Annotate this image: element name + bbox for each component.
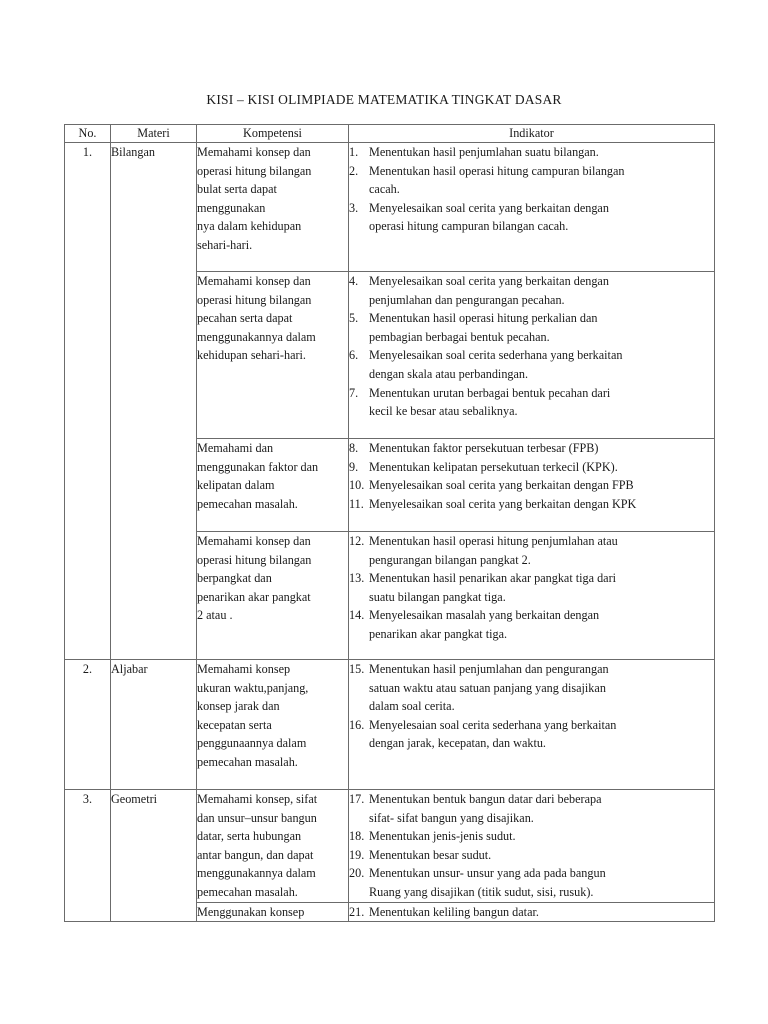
kisi-table (64, 124, 715, 922)
indikator-item (349, 790, 714, 827)
header-indikator: Indikator (349, 125, 715, 143)
kompetensi-line: Menggunakan konsep (197, 904, 305, 919)
indikator-text-line: Menentukan hasil penjumlahan dan pengurangan (369, 662, 609, 676)
indikator-number: 4. (349, 274, 359, 288)
kompetensi-line: konsep jarak dan (197, 699, 280, 714)
indikator-number: 15. (349, 662, 365, 676)
indikator-list (349, 532, 714, 644)
cell-kompetensi (197, 272, 349, 439)
indikator-number: 20. (349, 866, 365, 881)
cell-no: 2. (65, 660, 111, 790)
indikator-text-line: Menentukan keliling bangun datar. (369, 904, 539, 919)
indikator-item (349, 476, 714, 495)
indikator-text-line: Menentukan hasil penjumlahan suatu bilangan. (369, 145, 599, 159)
indikator-text-line: penjumlahan dan pengurangan pecahan. (369, 292, 565, 307)
indikator-item (349, 162, 714, 199)
table-body (65, 143, 715, 922)
indikator-text-line: Menentukan hasil operasi hitung perkalian dan (369, 311, 598, 326)
cell-indikator (349, 902, 715, 922)
indikator-text-line: pembagian berbagai bentuk pecahan. (369, 329, 550, 344)
indikator-item (349, 660, 714, 716)
indikator-number: 9. (349, 459, 359, 474)
indikator-text-line: Menyelesaikan masalah yang berkaitan dengan (369, 608, 600, 623)
table-row (65, 143, 715, 272)
indikator-item (349, 272, 714, 309)
kompetensi-line: operasi hitung bilangan (197, 163, 312, 178)
kompetensi-line: Memahami konsep dan (197, 534, 311, 548)
indikator-number: 21. (349, 904, 365, 919)
kompetensi-line: menggunakan faktor dan (197, 459, 319, 474)
indikator-item (349, 346, 714, 383)
kompetensi-line: Memahami dan (197, 441, 274, 455)
indikator-item (349, 458, 714, 477)
indikator-item (349, 903, 714, 922)
header-no: No. (65, 125, 111, 143)
document-title: KISI – KISI OLIMPIADE MATEMATIKA TINGKAT DASAR (206, 92, 562, 107)
kompetensi-line: kelipatan dalam (197, 478, 275, 493)
kompetensi-line: Memahami konsep (197, 662, 291, 676)
indikator-item (349, 569, 714, 606)
cell-indikator (349, 532, 715, 660)
kompetensi-line: pemecahan masalah. (197, 754, 298, 769)
indikator-list (349, 660, 714, 753)
kompetensi-line: ukuran waktu,panjang, (197, 680, 309, 695)
kompetensi-line: pemecahan masalah. (197, 884, 298, 899)
indikator-text-line: Menyelesaikan soal cerita yang berkaitan dengan (369, 274, 609, 288)
indikator-text-line: Menentukan faktor persekutuan terbesar (FPB) (369, 441, 599, 455)
indikator-text-line: Menentukan jenis-jenis sudut. (369, 829, 516, 844)
kompetensi-line: menggunakan (197, 200, 266, 215)
kompetensi-line: Memahami konsep, sifat (197, 792, 318, 806)
indikator-text-line: kecil ke besar atau sebaliknya. (369, 404, 518, 419)
cell-no: 3. (65, 790, 111, 922)
cell-indikator (349, 439, 715, 532)
kompetensi-line: antar bangun, dan dapat (197, 847, 314, 862)
indikator-text-line: operasi hitung campuran bilangan cacah. (369, 219, 569, 234)
indikator-number: 13. (349, 571, 365, 586)
kompetensi-line: bulat serta dapat (197, 182, 277, 197)
indikator-text-line: dalam soal cerita. (369, 699, 455, 714)
indikator-number: 6. (349, 348, 359, 363)
kompetensi-line: pecahan serta dapat (197, 311, 293, 326)
kompetensi-line: dan unsur–unsur bangun (197, 810, 317, 825)
kompetensi-line: 2 atau . (197, 608, 233, 623)
indikator-text-line: Menentukan besar sudut. (369, 847, 492, 862)
cell-materi: Bilangan (111, 143, 197, 660)
indikator-item (349, 827, 714, 846)
indikator-list (349, 272, 714, 421)
indikator-number: 3. (349, 200, 359, 215)
indikator-number: 2. (349, 163, 359, 178)
indikator-number: 10. (349, 478, 365, 493)
kompetensi-line: pemecahan masalah. (197, 496, 298, 511)
indikator-text-line: Ruang yang disajikan (titik sudut, sisi, rusuk). (369, 884, 594, 899)
indikator-text-line: Menyelesaikan soal cerita yang berkaitan dengan FPB (369, 478, 634, 493)
indikator-text-line: Menentukan unsur- unsur yang ada pada bangun (369, 866, 606, 881)
cell-materi: Geometri (111, 790, 197, 922)
cell-kompetensi (197, 439, 349, 532)
indikator-list (349, 439, 714, 513)
indikator-number: 8. (349, 441, 359, 455)
indikator-text-line: Menyelesaikan soal cerita yang berkaitan dengan KPK (369, 496, 637, 511)
kompetensi-line: datar, serta hubungan (197, 829, 302, 844)
indikator-number: 11. (349, 496, 364, 511)
indikator-item (349, 606, 714, 643)
indikator-number: 16. (349, 717, 365, 732)
header-kompetensi: Kompetensi (197, 125, 349, 143)
indikator-text-line: satuan waktu atau satuan panjang yang disajikan (369, 680, 606, 695)
indikator-text-line: Menyelesaikan soal cerita yang berkaitan dengan (369, 200, 609, 215)
indikator-item (349, 309, 714, 346)
indikator-text-line: sifat- sifat bangun yang disajikan. (369, 810, 534, 825)
indikator-text-line: penarikan akar pangkat tiga. (369, 626, 508, 641)
kompetensi-line: berpangkat dan (197, 571, 272, 586)
indikator-number: 17. (349, 792, 365, 806)
kompetensi-line: menggunakannya dalam (197, 866, 316, 881)
cell-indikator (349, 790, 715, 903)
cell-kompetensi (197, 660, 349, 790)
indikator-item (349, 495, 714, 514)
indikator-text-line: Menentukan bentuk bangun datar dari beberapa (369, 792, 602, 806)
cell-kompetensi (197, 532, 349, 660)
cell-indikator (349, 660, 715, 790)
kompetensi-line: operasi hitung bilangan (197, 552, 312, 567)
kompetensi-line: Memahami konsep dan (197, 274, 311, 288)
indikator-text-line: cacah. (369, 182, 400, 197)
indikator-number: 5. (349, 311, 359, 326)
indikator-text-line: dengan skala atau perbandingan. (369, 366, 529, 381)
indikator-list (349, 143, 714, 236)
indikator-text-line: Menentukan hasil operasi hitung penjumlahan atau (369, 534, 618, 548)
indikator-number: 19. (349, 847, 365, 862)
indikator-item (349, 846, 714, 865)
indikator-text-line: Menyelesaikan soal cerita sederhana yang berkaitan (369, 348, 623, 363)
indikator-text-line: Menentukan urutan berbagai bentuk pecahan dari (369, 385, 611, 400)
indikator-text-line: suatu bilangan pangkat tiga. (369, 589, 506, 604)
indikator-text-line: dengan jarak, kecepatan, dan waktu. (369, 736, 546, 751)
indikator-text-line: Menentukan hasil operasi hitung campuran bilangan (369, 163, 625, 178)
cell-no: 1. (65, 143, 111, 660)
indikator-item (349, 143, 714, 162)
header-materi: Materi (111, 125, 197, 143)
indikator-item (349, 864, 714, 901)
table-row (65, 660, 715, 790)
table-header-row (65, 125, 715, 143)
indikator-text-line: Menyelesaian soal cerita sederhana yang berkaitan (369, 717, 617, 732)
kompetensi-line: kecepatan serta (197, 717, 272, 732)
indikator-number: 7. (349, 385, 359, 400)
kompetensi-line: penarikan akar pangkat (197, 589, 311, 604)
indikator-item (349, 199, 714, 236)
indikator-item (349, 439, 714, 458)
kompetensi-line: penggunaannya dalam (197, 736, 307, 751)
indikator-list (349, 903, 714, 922)
kompetensi-line: kehidupan sehari-hari. (197, 348, 306, 363)
indikator-text-line: Menentukan kelipatan persekutuan terkecil (KPK). (369, 459, 618, 474)
kompetensi-line: nya dalam kehidupan (197, 219, 302, 234)
indikator-number: 18. (349, 829, 365, 844)
kompetensi-line: Memahami konsep dan (197, 145, 311, 159)
cell-materi: Aljabar (111, 660, 197, 790)
indikator-item (349, 716, 714, 753)
indikator-text-line: Menentukan hasil penarikan akar pangkat tiga dari (369, 571, 617, 586)
indikator-number: 12. (349, 534, 365, 548)
indikator-item (349, 384, 714, 421)
cell-kompetensi (197, 790, 349, 903)
cell-kompetensi (197, 143, 349, 272)
indikator-text-line: pengurangan bilangan pangkat 2. (369, 552, 531, 567)
indikator-item (349, 532, 714, 569)
cell-kompetensi (197, 902, 349, 922)
kompetensi-line: sehari-hari. (197, 237, 253, 252)
kompetensi-line: menggunakannya dalam (197, 329, 316, 344)
indikator-number: 14. (349, 608, 365, 623)
kompetensi-line: operasi hitung bilangan (197, 292, 312, 307)
cell-indikator (349, 272, 715, 439)
indikator-number: 1. (349, 145, 359, 159)
table-row (65, 790, 715, 903)
cell-indikator (349, 143, 715, 272)
indikator-list (349, 790, 714, 902)
